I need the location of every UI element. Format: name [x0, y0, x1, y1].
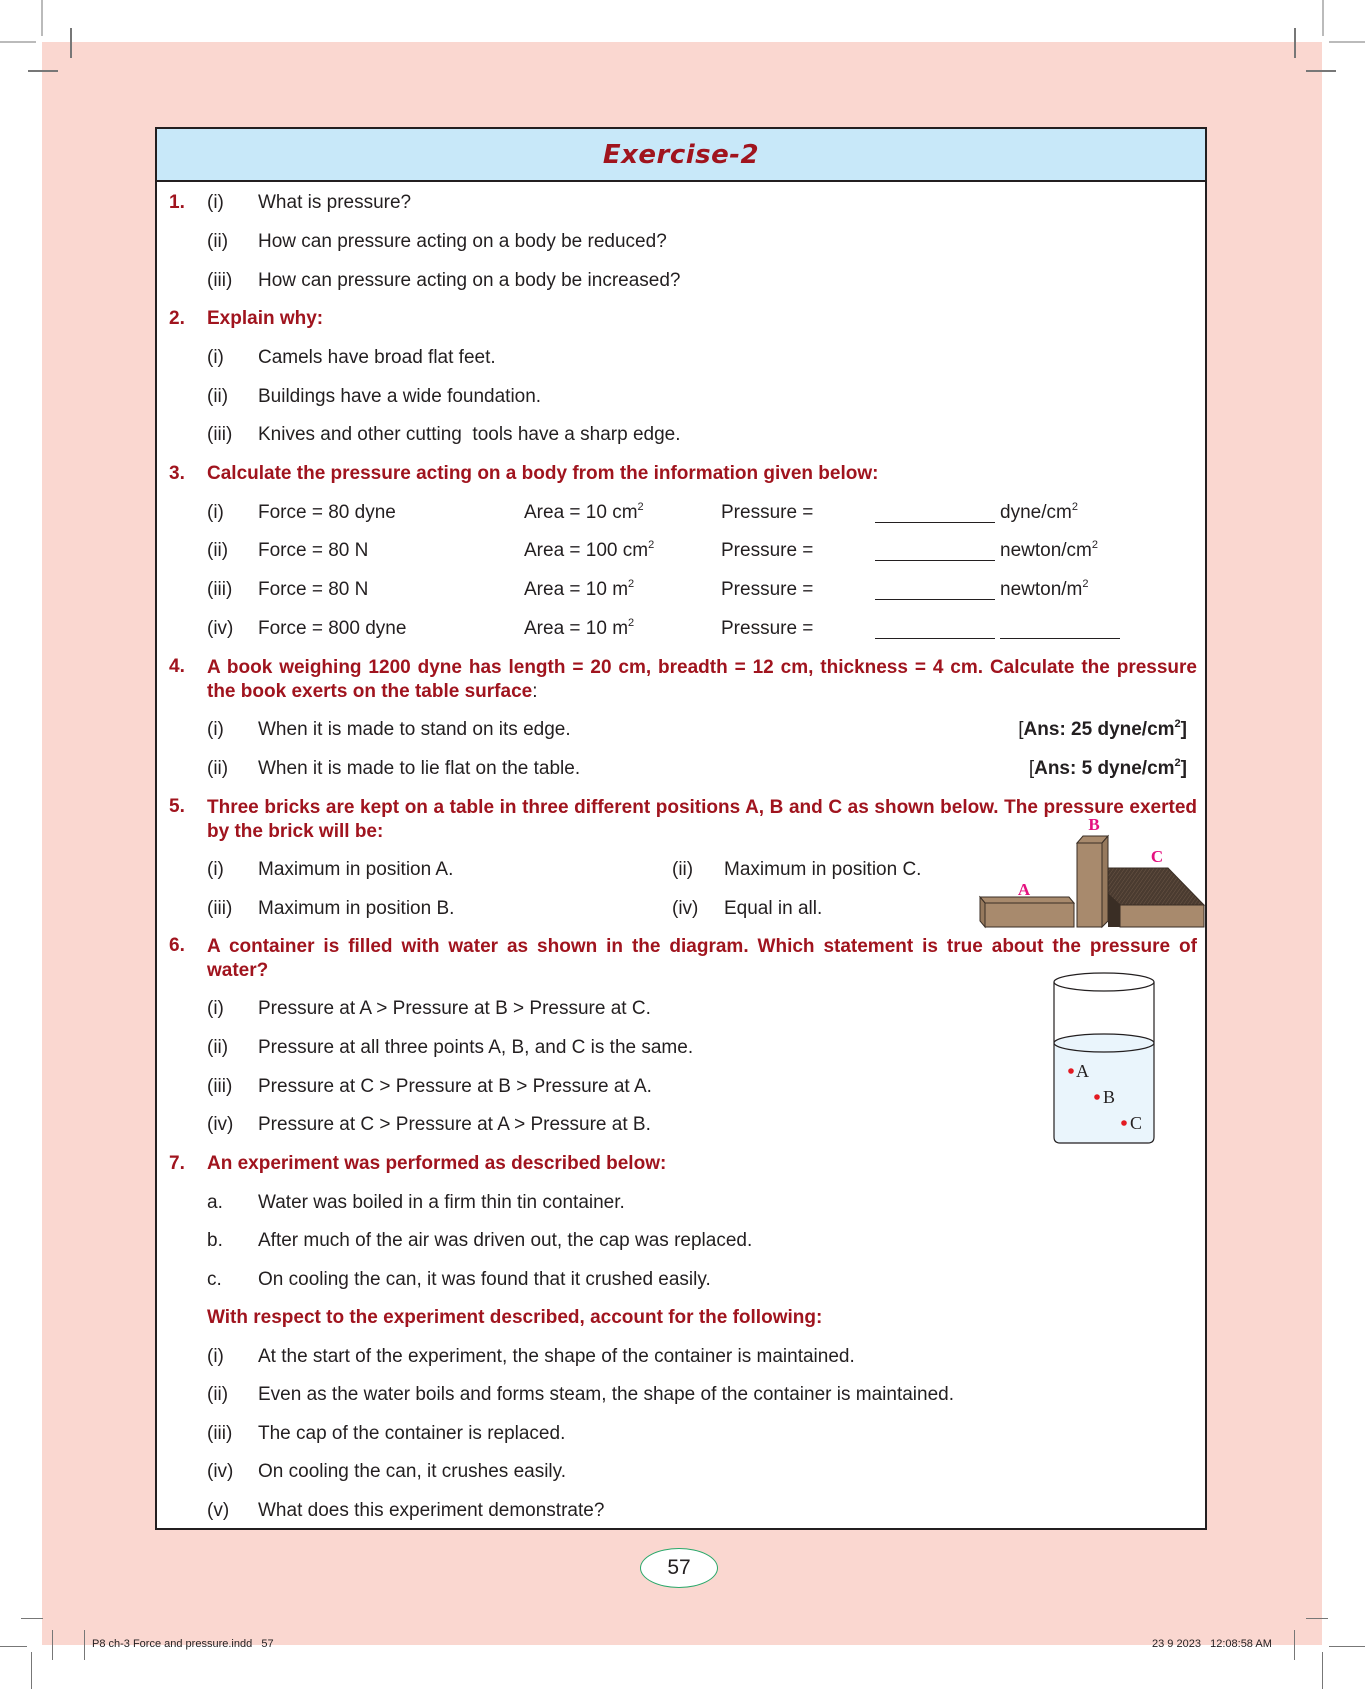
area-text: Area = 100 cm [524, 540, 649, 561]
question-number: 5. [169, 796, 185, 817]
area-text: Area = 10 m [524, 618, 629, 639]
bricks-figure [972, 814, 1207, 939]
exercise-header [157, 129, 1205, 182]
step-text: On cooling the can, it was found that it crushed easily. [258, 1269, 711, 1290]
item-label: (ii) [207, 540, 229, 561]
area-value [524, 502, 644, 524]
step-label: a. [207, 1192, 223, 1213]
superscript: 2 [628, 617, 635, 629]
item-label: (iv) [207, 1461, 234, 1482]
question-number: 1. [169, 192, 185, 213]
exercise-title: Exercise-2 [602, 139, 760, 170]
crop-mark [0, 1646, 27, 1647]
crop-mark [31, 1652, 32, 1689]
point-label-c: C [1130, 1113, 1143, 1133]
prompt-colon: : [532, 681, 538, 702]
superscript: 2 [1091, 539, 1098, 551]
force-value: Force = 800 dyne [258, 618, 407, 639]
area-text: Area = 10 m [524, 579, 629, 600]
step-text: Water was boiled in a firm thin tin container. [258, 1192, 625, 1213]
crop-mark [1322, 1652, 1323, 1689]
crop-mark [1306, 1618, 1328, 1619]
item-text: Pressure at C > Pressure at A > Pressure at B. [258, 1114, 651, 1135]
question-number: 2. [169, 308, 185, 329]
question-number: 4. [169, 656, 185, 677]
item-text: What is pressure? [258, 192, 412, 213]
item-label: (iv) [207, 1114, 234, 1135]
exercise-box [155, 127, 1207, 1530]
question-number: 3. [169, 463, 185, 484]
step-label: c. [207, 1269, 222, 1290]
force-value: Force = 80 N [258, 579, 369, 600]
superscript: 2 [1174, 757, 1181, 769]
option-label: (i) [207, 859, 224, 880]
point-b-dot [1094, 1094, 1100, 1100]
item-text: How can pressure acting on a body be increased? [258, 270, 681, 291]
unit-label: dyne/cm [1000, 502, 1072, 523]
unit-label: newton/m [1000, 579, 1083, 600]
item-label: (iv) [207, 618, 234, 639]
crop-mark [84, 1630, 85, 1660]
item-text: Pressure at all three points A, B, and C is the same. [258, 1037, 694, 1058]
superscript: 2 [1071, 501, 1078, 513]
brick-label-a: A [1017, 880, 1031, 899]
unit-label: newton/cm [1000, 540, 1092, 561]
area-text: Area = 10 cm [524, 502, 638, 523]
answer-blank[interactable] [875, 560, 995, 561]
item-text: When it is made to lie flat on the table. [258, 758, 581, 779]
item-label: (iii) [207, 270, 233, 291]
superscript: 2 [637, 501, 644, 513]
item-label: (i) [207, 347, 224, 368]
item-label: (iii) [207, 579, 233, 600]
item-label: (ii) [207, 386, 229, 407]
item-text: The cap of the container is replaced. [258, 1423, 566, 1444]
page-number-badge [640, 1548, 718, 1588]
area-value [524, 618, 634, 640]
answer-text: Ans: 25 dyne/cm [1023, 719, 1175, 740]
question-4 [157, 656, 1205, 706]
pressure-label: Pressure = [721, 540, 814, 561]
superscript: 2 [1174, 718, 1181, 730]
crop-mark [1294, 1630, 1295, 1660]
area-value [524, 579, 634, 601]
page-number: 57 [667, 1556, 691, 1579]
point-label-b: B [1103, 1087, 1116, 1107]
force-value: Force = 80 N [258, 540, 369, 561]
option-text: Equal in all. [724, 898, 823, 919]
option-text: Maximum in position A. [258, 859, 454, 880]
answer-blank[interactable] [875, 638, 995, 639]
unit-text [1000, 540, 1098, 562]
pressure-label: Pressure = [721, 579, 814, 600]
crop-mark [1329, 41, 1365, 43]
crop-mark [52, 1630, 53, 1660]
item-text: At the start of the experiment, the shape of the container is maintained. [258, 1346, 855, 1367]
question-prompt: An experiment was performed as described below: [207, 1153, 667, 1174]
crop-mark [70, 28, 72, 58]
option-text: Maximum in position C. [724, 859, 922, 880]
item-label: (ii) [207, 231, 229, 252]
item-label: (i) [207, 192, 224, 213]
crop-mark [1294, 28, 1296, 58]
brick-c [1108, 868, 1204, 927]
area-value [524, 540, 654, 562]
question-prompt: Explain why: [207, 308, 324, 329]
point-a-dot [1068, 1068, 1074, 1074]
answer-hint: [Ans: 5 dyne/$cm^2$] [1028, 757, 1187, 779]
item-text: How can pressure acting on a body be reduced? [258, 231, 667, 252]
option-label: (iv) [672, 898, 699, 919]
superscript: 2 [1082, 578, 1089, 590]
item-label: (iii) [207, 424, 233, 445]
question-prompt: A container is filled with water as shown in the diagram. Which statement is true about the pressure of water? [207, 936, 1197, 981]
item-text: Buildings have a wide foundation. [258, 386, 542, 407]
brick-label-b: B [1088, 815, 1100, 834]
option-label: (iii) [207, 898, 233, 919]
item-label: (ii) [207, 758, 229, 779]
question-prompt: Calculate the pressure acting on a body from the information given below: [207, 463, 879, 484]
item-text: Pressure at A > Pressure at B > Pressure at C. [258, 998, 651, 1019]
crop-mark [1329, 1646, 1365, 1647]
slug-timestamp: 23 9 2023 12:08:58 AM [1152, 1638, 1272, 1650]
subprompt-text: With respect to the experiment described, account for the following: [207, 1307, 823, 1328]
answer-text: Ans: 5 dyne/cm [1034, 758, 1175, 779]
item-text: What does this experiment demonstrate? [258, 1500, 605, 1521]
crop-mark [1306, 70, 1336, 72]
superscript: 2 [628, 578, 635, 590]
item-label: (ii) [207, 1384, 229, 1405]
item-label: (iii) [207, 1076, 233, 1097]
slug-file-info: P8 ch-3 Force and pressure.indd 57 [92, 1638, 274, 1650]
item-label: (ii) [207, 1037, 229, 1058]
point-c-dot [1121, 1120, 1127, 1126]
item-label: (i) [207, 1346, 224, 1367]
crop-mark [21, 1618, 43, 1619]
step-label: b. [207, 1230, 223, 1251]
item-text: Knives and other cutting tools have a sharp edge. [258, 424, 681, 445]
item-text: On cooling the can, it crushes easily. [258, 1461, 567, 1482]
question-6 [157, 935, 1205, 985]
unit-text [1000, 502, 1078, 524]
brick-b [1077, 836, 1108, 927]
crop-mark [41, 0, 43, 36]
unit-blank[interactable] [1000, 638, 1120, 639]
item-label: (v) [207, 1500, 230, 1521]
point-label-a: A [1076, 1061, 1089, 1081]
question-number: 7. [169, 1153, 185, 1174]
item-text: When it is made to stand on its edge. [258, 719, 571, 740]
item-text: Pressure at C > Pressure at B > Pressure at A. [258, 1076, 652, 1097]
step-text: After much of the air was driven out, the cap was replaced. [258, 1230, 753, 1251]
crop-mark [1322, 0, 1324, 36]
crop-mark [28, 70, 58, 72]
item-label: (i) [207, 719, 224, 740]
question-prompt: Three bricks are kept on a table in three different positions A, B and C as shown below. The pressure exerted by the brick will be: [207, 797, 1197, 842]
prompt-text: A book weighing 1200 dyne has length = 20 cm, breadth = 12 cm, thickness = 4 cm. Calculate the pressure the book exerts on the table surface [207, 657, 1197, 702]
brick-a [980, 897, 1074, 927]
item-label: (iii) [207, 1423, 233, 1444]
brick-label-c: C [1150, 847, 1164, 866]
answer-blank[interactable] [875, 522, 995, 523]
answer-hint: [Ans: 25 dyne/$cm^2$] [1018, 718, 1187, 740]
crop-mark [0, 41, 36, 43]
force-value: Force = 80 dyne [258, 502, 396, 523]
option-label: (ii) [672, 859, 694, 880]
pressure-label: Pressure = [721, 502, 814, 523]
water-container-figure [1052, 967, 1162, 1147]
item-text: Even as the water boils and forms steam, the shape of the container is maintained. [258, 1384, 954, 1405]
item-text: Camels have broad flat feet. [258, 347, 496, 368]
option-text: Maximum in position B. [258, 898, 455, 919]
pressure-label: Pressure = [721, 618, 814, 639]
superscript: 2 [648, 539, 655, 551]
item-label: (i) [207, 502, 224, 523]
question-number: 6. [169, 935, 185, 956]
question-prompt [207, 656, 1197, 704]
answer-blank[interactable] [875, 599, 995, 600]
unit-text [1000, 579, 1089, 601]
item-label: (i) [207, 998, 224, 1019]
